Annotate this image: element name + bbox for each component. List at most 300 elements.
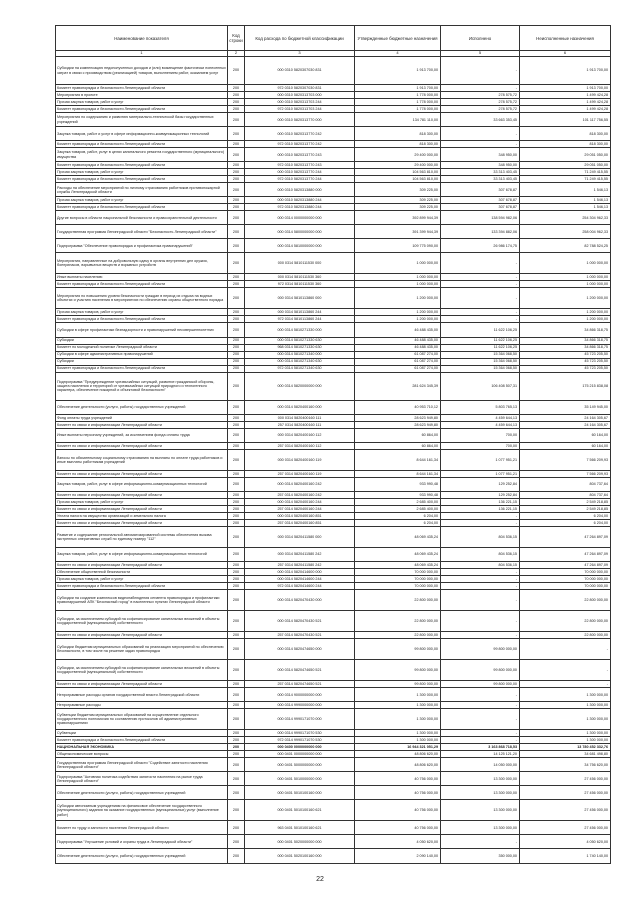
row-line-code: 200 — [228, 611, 245, 632]
row-budget-code: 000 0314 5820470430 000 — [245, 590, 355, 611]
row-budget-code: 000 0314 5800000000 000 — [245, 225, 355, 239]
column-number: 2 — [228, 51, 245, 57]
row-line-code: 200 — [228, 253, 245, 274]
table-row — [56, 253, 611, 274]
row-approved: 48 806 620,00 — [355, 758, 441, 772]
table-row — [56, 127, 611, 141]
row-name: Субвенции — [56, 730, 228, 737]
row-executed: 1 077 951,21 — [441, 470, 520, 477]
row-approved: 933 990,48 — [355, 477, 441, 491]
row-approved: 281 624 345,39 — [355, 372, 441, 400]
row-line-code: 200 — [228, 239, 245, 253]
table-body — [56, 57, 611, 864]
row-approved: 818 300,00 — [355, 141, 441, 148]
row-budget-code: 000 0314 9990171070 530 — [245, 730, 355, 737]
row-budget-code: 972 0310 5820313770 242 — [245, 141, 355, 148]
table-row — [56, 491, 611, 498]
row-unexecuted: 2 549 218,85 — [520, 498, 611, 505]
row-approved: 46 488 435,00 — [355, 323, 441, 337]
row-line-code: 200 — [228, 786, 245, 800]
row-budget-code: 257 0314 5820400160 244 — [245, 505, 355, 512]
table-row — [56, 92, 611, 99]
row-line-code: 200 — [228, 730, 245, 737]
row-approved: 1 300 000,00 — [355, 688, 441, 702]
row-budget-code: 000 0314 5820400160 119 — [245, 449, 355, 470]
row-unexecuted: 70 000 000,00 — [520, 575, 611, 582]
page-number: 22 — [316, 876, 324, 883]
row-budget-code: 000 0310 5820313880 244 — [245, 197, 355, 204]
row-line-code: 200 — [228, 758, 245, 772]
row-executed: - — [441, 253, 520, 274]
row-budget-code: 972 0310 5820313880 244 — [245, 204, 355, 211]
row-executed: - — [441, 568, 520, 575]
row-unexecuted: 70 000 000,00 — [520, 582, 611, 589]
row-executed: 129 252,84 — [441, 491, 520, 498]
row-line-code: 200 — [228, 211, 245, 225]
row-name: Обеспечение деятельности (услуги, работы) государственных учреждений — [56, 400, 228, 414]
row-budget-code: 000 0314 5820411580 242 — [245, 547, 355, 561]
row-name: Комитет правопорядка и безопасности Ленинградской области — [56, 85, 228, 92]
row-line-code: 200 — [228, 639, 245, 660]
row-budget-code: 000 0314 5820000000 000 — [245, 372, 355, 400]
row-approved: 46 488 435,00 — [355, 337, 441, 344]
row-executed: 278 575,72 — [441, 106, 520, 113]
row-line-code: 200 — [228, 162, 245, 169]
row-budget-code: 000 0314 5820411580 000 — [245, 526, 355, 547]
row-name: Прочая закупка товаров, работ и услуг — [56, 309, 228, 316]
row-executed: 1 077 951,21 — [441, 449, 520, 470]
row-unexecuted: 1 300 000,00 — [520, 737, 611, 744]
row-approved: 2 090 140,00 — [355, 849, 441, 863]
table-row — [56, 148, 611, 162]
row-unexecuted: - — [520, 681, 611, 688]
row-budget-code: 000 0314 5820400160 111 — [245, 414, 355, 421]
row-budget-code: 000 0314 5810111530 360 — [245, 274, 355, 281]
row-approved: 48 069 435,24 — [355, 561, 441, 568]
row-executed: 348 950,00 — [441, 148, 520, 162]
column-number: 5 — [441, 51, 520, 57]
row-approved: 8 644 161,34 — [355, 449, 441, 470]
row-line-code: 200 — [228, 442, 245, 449]
row-unexecuted: 45 723 205,50 — [520, 351, 611, 358]
row-unexecuted: 29 051 050,00 — [520, 162, 611, 169]
row-unexecuted: 1 300 000,00 — [520, 730, 611, 737]
row-line-code: 200 — [228, 309, 245, 316]
row-executed: 33 313 403,45 — [441, 176, 520, 183]
report-sheet — [55, 25, 610, 864]
row-executed: - — [441, 274, 520, 281]
row-budget-code: 000 0314 5820400160 000 — [245, 400, 355, 414]
header-executed: Исполнено — [441, 26, 520, 51]
row-line-code: 200 — [228, 148, 245, 162]
row-budget-code: 972 0310 5820313703 244 — [245, 106, 355, 113]
row-name: Комитет правопорядка и безопасности Ленинградской области — [56, 204, 228, 211]
row-budget-code: 000 0314 5820414600 244 — [245, 575, 355, 582]
table-row — [56, 582, 611, 589]
row-approved: 29 400 000,00 — [355, 148, 441, 162]
row-unexecuted: 1 200 000,00 — [520, 316, 611, 323]
row-budget-code: 257 0314 5820400160 111 — [245, 421, 355, 428]
row-name: Непрограммные расходы — [56, 702, 228, 709]
row-name: Комитет правопорядка и безопасности Ленинградской области — [56, 737, 228, 744]
row-name: Обеспечение общественной безопасности — [56, 568, 228, 575]
row-budget-code: 963 0401 5010100160 621 — [245, 821, 355, 835]
row-executed: 13 300 000,00 — [441, 800, 520, 821]
row-line-code: 200 — [228, 358, 245, 365]
row-executed: 804 536,15 — [441, 526, 520, 547]
row-unexecuted: 60 164,00 — [520, 442, 611, 449]
row-unexecuted: 24 164 305,67 — [520, 421, 611, 428]
row-executed: - — [441, 127, 520, 141]
row-budget-code: 000 0310 5820313703 000 — [245, 92, 355, 99]
row-approved: 99 800 000,00 — [355, 660, 441, 681]
row-name: Комитет по связи и информатизации Ленинградской области — [56, 505, 228, 512]
row-executed: 278 575,72 — [441, 99, 520, 106]
row-line-code: 200 — [228, 344, 245, 351]
budget-execution-table — [55, 25, 611, 864]
row-approved: 2 685 400,00 — [355, 498, 441, 505]
row-approved: 818 300,00 — [355, 127, 441, 141]
row-approved: 70 000 000,00 — [355, 582, 441, 589]
row-executed: - — [441, 730, 520, 737]
row-unexecuted: 1 546,13 — [520, 183, 611, 197]
row-line-code: 200 — [228, 428, 245, 442]
row-budget-code: 000 0314 5810271330 630 — [245, 337, 355, 344]
row-name: Комитет по связи и информатизации Ленинградской области — [56, 421, 228, 428]
table-row — [56, 835, 611, 849]
row-approved: 29 400 000,00 — [355, 162, 441, 169]
row-name: Комитет правопорядка и безопасности Ленинградской области — [56, 316, 228, 323]
row-approved: 40 756 000,00 — [355, 800, 441, 821]
table-row — [56, 316, 611, 323]
row-unexecuted: 1 200 000,00 — [520, 288, 611, 309]
row-line-code: 200 — [228, 681, 245, 688]
row-unexecuted: 804 737,64 — [520, 477, 611, 491]
table-row — [56, 99, 611, 106]
table-row — [56, 744, 611, 751]
row-name: Непрограммные расходы органов государственной власти Ленинградской области — [56, 688, 228, 702]
row-unexecuted: 34 866 318,75 — [520, 337, 611, 344]
row-name: Мероприятия, направленные на добровольную сдачу в органы внутренних дел оружия, боеприпасов, взрывчатых веществ и взрывных устройств — [56, 253, 228, 274]
row-unexecuted: 45 723 205,50 — [520, 358, 611, 365]
row-approved: 1 000 000,00 — [355, 281, 441, 288]
row-name: Обеспечение деятельности (услуги, работы) государственных учреждений — [56, 849, 228, 863]
row-budget-code: 000 0401 0000000000 000 — [245, 751, 355, 758]
table-row — [56, 561, 611, 568]
table-row — [56, 519, 611, 526]
table-row — [56, 800, 611, 821]
row-line-code: 200 — [228, 547, 245, 561]
row-unexecuted: 1 300 000,00 — [520, 702, 611, 709]
row-line-code: 200 — [228, 141, 245, 148]
table-row — [56, 162, 611, 169]
row-line-code: 200 — [228, 575, 245, 582]
row-approved: 60 864,00 — [355, 442, 441, 449]
row-unexecuted: 27 456 000,00 — [520, 786, 611, 800]
row-executed: 700,00 — [441, 428, 520, 442]
row-budget-code: 972 0310 5820307030 831 — [245, 85, 355, 92]
table-row — [56, 337, 611, 344]
row-unexecuted: 1 499 424,28 — [520, 106, 611, 113]
table-row — [56, 449, 611, 470]
row-executed: 350 000,00 — [441, 849, 520, 863]
row-approved: 134 781 110,00 — [355, 113, 441, 127]
row-executed: 15 364 068,50 — [441, 351, 520, 358]
row-executed: 3 163 868 718,53 — [441, 744, 520, 751]
table-row — [56, 428, 611, 442]
row-executed: - — [441, 611, 520, 632]
row-unexecuted: 7 566 209,93 — [520, 449, 611, 470]
row-line-code: 200 — [228, 197, 245, 204]
row-name: Подпрограмма "Активная политика содействия занятости населения на рынке труда Ленинградской области" — [56, 772, 228, 786]
row-budget-code: 257 0314 5820400160 851 — [245, 519, 355, 526]
table-row — [56, 477, 611, 491]
row-line-code: 200 — [228, 85, 245, 92]
row-line-code: 200 — [228, 183, 245, 197]
table-row — [56, 737, 611, 744]
row-budget-code: 000 0314 5820400160 851 — [245, 512, 355, 519]
row-executed: 804 536,15 — [441, 547, 520, 561]
table-row — [56, 365, 611, 372]
table-row — [56, 309, 611, 316]
row-executed: 15 364 068,50 — [441, 358, 520, 365]
row-line-code: 200 — [228, 519, 245, 526]
row-executed: 106 408 507,31 — [441, 372, 520, 400]
row-budget-code: 000 0314 5810111530 000 — [245, 253, 355, 274]
row-name: Мероприятия в проекте — [56, 92, 228, 99]
row-executed: 14 050 000,00 — [441, 758, 520, 772]
row-approved: 1 778 000,00 — [355, 106, 441, 113]
row-name: Комитет правопорядка и безопасности Ленинградской области — [56, 106, 228, 113]
row-line-code: 200 — [228, 372, 245, 400]
row-approved: 1 000 000,00 — [355, 253, 441, 274]
row-unexecuted: 254 304 962,33 — [520, 211, 611, 225]
table-row — [56, 204, 611, 211]
table-row — [56, 590, 611, 611]
row-name: Государственная программа Ленинградской области "Безопасность Ленинградской области" — [56, 225, 228, 239]
row-budget-code: 972 0314 9990171070 530 — [245, 737, 355, 744]
row-name: Подпрограмма "Обеспечение правопорядка и профилактика правонарушений" — [56, 239, 228, 253]
row-unexecuted: 1 000 000,00 — [520, 274, 611, 281]
row-budget-code: 000 0314 5820474650 521 — [245, 660, 355, 681]
table-row — [56, 568, 611, 575]
row-executed: 307 678,87 — [441, 197, 520, 204]
table-row — [56, 281, 611, 288]
row-line-code: 200 — [228, 316, 245, 323]
row-name: Иные выплаты персоналу учреждений, за исключением фонда оплаты труда — [56, 428, 228, 442]
row-executed: - — [441, 309, 520, 316]
row-executed: 348 950,00 — [441, 162, 520, 169]
row-approved: 1 300 000,00 — [355, 702, 441, 709]
row-unexecuted: 1 300 000,00 — [520, 709, 611, 730]
row-executed: - — [441, 512, 520, 519]
row-line-code: 200 — [228, 737, 245, 744]
row-executed: 99 800 000,00 — [441, 639, 520, 660]
table-row — [56, 702, 611, 709]
table-row — [56, 498, 611, 505]
row-approved: 1 300 000,00 — [355, 730, 441, 737]
row-line-code: 200 — [228, 751, 245, 758]
row-budget-code: 000 0314 0000000000 000 — [245, 211, 355, 225]
row-name: Субсидии в сфере профилактики безнадзорности и правонарушений несовершеннолетних — [56, 323, 228, 337]
row-budget-code: 257 0314 5820400160 119 — [245, 470, 355, 477]
row-executed: 11 622 106,25 — [441, 323, 520, 337]
row-name: Прочая закупка товаров, работ и услуг — [56, 498, 228, 505]
row-approved: 6 204,00 — [355, 512, 441, 519]
row-approved: 28 623 949,80 — [355, 421, 441, 428]
row-name: Комитет по молодежной политике Ленинградской области — [56, 344, 228, 351]
column-number: 4 — [355, 51, 441, 57]
row-name: Подпрограмма "Улучшение условий и охраны труда в Ленинградской области" — [56, 835, 228, 849]
row-budget-code: 972 0310 5820313770 244 — [245, 176, 355, 183]
row-budget-code: 000 0314 5820400160 244 — [245, 498, 355, 505]
row-executed: 278 575,72 — [441, 92, 520, 99]
row-line-code: 200 — [228, 512, 245, 519]
row-budget-code: 000 0314 5810000000 000 — [245, 239, 355, 253]
row-unexecuted: 34 756 620,00 — [520, 758, 611, 772]
row-executed: - — [441, 737, 520, 744]
row-executed: - — [441, 281, 520, 288]
row-approved: 40 756 000,00 — [355, 821, 441, 835]
row-unexecuted: 47 264 897,09 — [520, 526, 611, 547]
row-name: Комитет по связи и информатизации Ленинградской области — [56, 681, 228, 688]
table-row — [56, 660, 611, 681]
row-unexecuted: 101 117 756,55 — [520, 113, 611, 127]
table-row — [56, 358, 611, 365]
row-executed: 129 252,84 — [441, 477, 520, 491]
row-budget-code: 000 0314 9990171070 000 — [245, 709, 355, 730]
row-approved: 99 800 000,00 — [355, 681, 441, 688]
table-row — [56, 106, 611, 113]
row-approved: 46 488 435,00 — [355, 344, 441, 351]
row-approved: 309 225,00 — [355, 183, 441, 197]
row-line-code: 200 — [228, 526, 245, 547]
table-row — [56, 421, 611, 428]
row-line-code: 200 — [228, 288, 245, 309]
row-approved: 16 944 321 051,29 — [355, 744, 441, 751]
row-unexecuted: 27 456 000,00 — [520, 772, 611, 786]
header-unexecuted: Неисполненные назначения — [520, 26, 611, 51]
row-line-code: 200 — [228, 772, 245, 786]
row-approved: 104 563 810,00 — [355, 169, 441, 176]
row-unexecuted: 29 051 050,00 — [520, 148, 611, 162]
row-approved: 1 913 700,00 — [355, 57, 441, 85]
row-name: Субсидии, за исключением субсидий на софинансирование капитальных вложений в объекты государственной (муниципальной) собственности — [56, 611, 228, 632]
row-approved: 1 778 000,00 — [355, 92, 441, 99]
row-executed: - — [441, 590, 520, 611]
row-line-code: 200 — [228, 505, 245, 512]
row-name: НАЦИОНАЛЬНАЯ ЭКОНОМИКА — [56, 744, 228, 751]
row-name: Субсидии — [56, 337, 228, 344]
row-name: Закупка товаров, работ, услуг в целях капитального ремонта государственного (муниципального) имущества — [56, 148, 228, 162]
row-budget-code: 000 0314 9990000000 000 — [245, 702, 355, 709]
row-unexecuted: 45 723 205,50 — [520, 365, 611, 372]
row-line-code: 200 — [228, 414, 245, 421]
column-number: 1 — [56, 51, 228, 57]
row-unexecuted: 1 300 000,00 — [520, 688, 611, 702]
row-unexecuted: - — [520, 639, 611, 660]
row-unexecuted: 1 000 000,00 — [520, 281, 611, 288]
column-number: 3 — [245, 51, 355, 57]
row-budget-code: 972 0314 5810271340 630 — [245, 365, 355, 372]
row-name: Прочая закупка товаров, работ и услуг — [56, 575, 228, 582]
row-name: Комитет правопорядка и безопасности Ленинградской области — [56, 162, 228, 169]
row-unexecuted: 1 913 700,00 — [520, 57, 611, 85]
row-approved: 2 685 400,00 — [355, 505, 441, 512]
header-line-code: Код строки — [228, 26, 245, 51]
row-unexecuted: 4 050 620,00 — [520, 835, 611, 849]
row-line-code: 200 — [228, 470, 245, 477]
row-name: Закупка товаров, работ, услуг в сфере информационно-коммуникационных технологий — [56, 547, 228, 561]
row-name: Закупка товаров, работ, услуг в сфере информационно-коммуникационных технологий — [56, 477, 228, 491]
row-name: Субсидии — [56, 358, 228, 365]
row-approved: 70 000 000,00 — [355, 575, 441, 582]
row-budget-code: 000 0310 5820313770 243 — [245, 148, 355, 162]
row-executed: - — [441, 288, 520, 309]
row-unexecuted: 804 737,64 — [520, 491, 611, 498]
table-row — [56, 772, 611, 786]
row-name: Субсидии бюджетам муниципальных образований на реализацию мероприятий по обеспечению безопасности, в том числе на решение задач правопорядка — [56, 639, 228, 660]
row-budget-code: 000 0314 5820414600 000 — [245, 568, 355, 575]
row-budget-code: 000 0310 5820313770 244 — [245, 169, 355, 176]
row-line-code: 200 — [228, 800, 245, 821]
row-unexecuted: 34 866 318,75 — [520, 323, 611, 337]
row-unexecuted: 47 264 897,09 — [520, 561, 611, 568]
table-row — [56, 639, 611, 660]
table-row — [56, 351, 611, 358]
row-executed: - — [441, 316, 520, 323]
row-executed: 4 459 644,13 — [441, 421, 520, 428]
row-approved: 1 200 000,00 — [355, 309, 441, 316]
row-line-code: 200 — [228, 849, 245, 863]
row-unexecuted: 1 913 700,00 — [520, 85, 611, 92]
table-row — [56, 113, 611, 127]
row-name: Мероприятия по содержанию и развитию материально-технической базы государственных учреждений — [56, 113, 228, 127]
row-executed: 700,00 — [441, 442, 520, 449]
row-budget-code: 000 0314 5810271340 000 — [245, 351, 355, 358]
table-row — [56, 239, 611, 253]
row-name: Обеспечение деятельности (услуги, работы) государственных учреждений — [56, 786, 228, 800]
row-name: Прочая закупка товаров, работ и услуг — [56, 197, 228, 204]
row-line-code: 200 — [228, 660, 245, 681]
row-approved: 48 069 435,24 — [355, 526, 441, 547]
row-budget-code: 000 0401 5000000000 000 — [245, 758, 355, 772]
row-executed: 26 986 174,75 — [441, 239, 520, 253]
row-budget-code: 000 0401 5010100160 000 — [245, 786, 355, 800]
row-unexecuted: 1 200 000,00 — [520, 309, 611, 316]
row-budget-code: 000 0310 5820313880 000 — [245, 183, 355, 197]
row-approved: 40 756 000,00 — [355, 772, 441, 786]
row-line-code: 200 — [228, 498, 245, 505]
row-approved: 1 000 000,00 — [355, 274, 441, 281]
row-name: Взносы по обязательному социальному страхованию на выплаты по оплате труда работников и иные выплаты работникам учреждений — [56, 449, 228, 470]
row-executed: - — [441, 57, 520, 85]
row-unexecuted: - — [520, 660, 611, 681]
row-executed: - — [441, 709, 520, 730]
row-budget-code: 000 0400 0000000000 000 — [245, 744, 355, 751]
row-unexecuted: 2 549 218,85 — [520, 505, 611, 512]
row-name: Субсидии на создание комплексов видеонаблюдения сегмента правопорядка и профилактики правонарушений АПК "Безопасный город" в населенных пунктах Ленинградской области — [56, 590, 228, 611]
row-unexecuted: 1 000 000,00 — [520, 253, 611, 274]
table-row — [56, 758, 611, 772]
row-line-code: 200 — [228, 821, 245, 835]
table-row — [56, 274, 611, 281]
table-row — [56, 709, 611, 730]
row-budget-code: 972 0314 5820414600 244 — [245, 582, 355, 589]
row-line-code: 200 — [228, 491, 245, 498]
row-name: Расходы на обеспечение мероприятий по личному страхованию работников противопожарной службы Ленинградской области — [56, 183, 228, 197]
row-budget-code: 972 0310 5820313770 243 — [245, 162, 355, 169]
